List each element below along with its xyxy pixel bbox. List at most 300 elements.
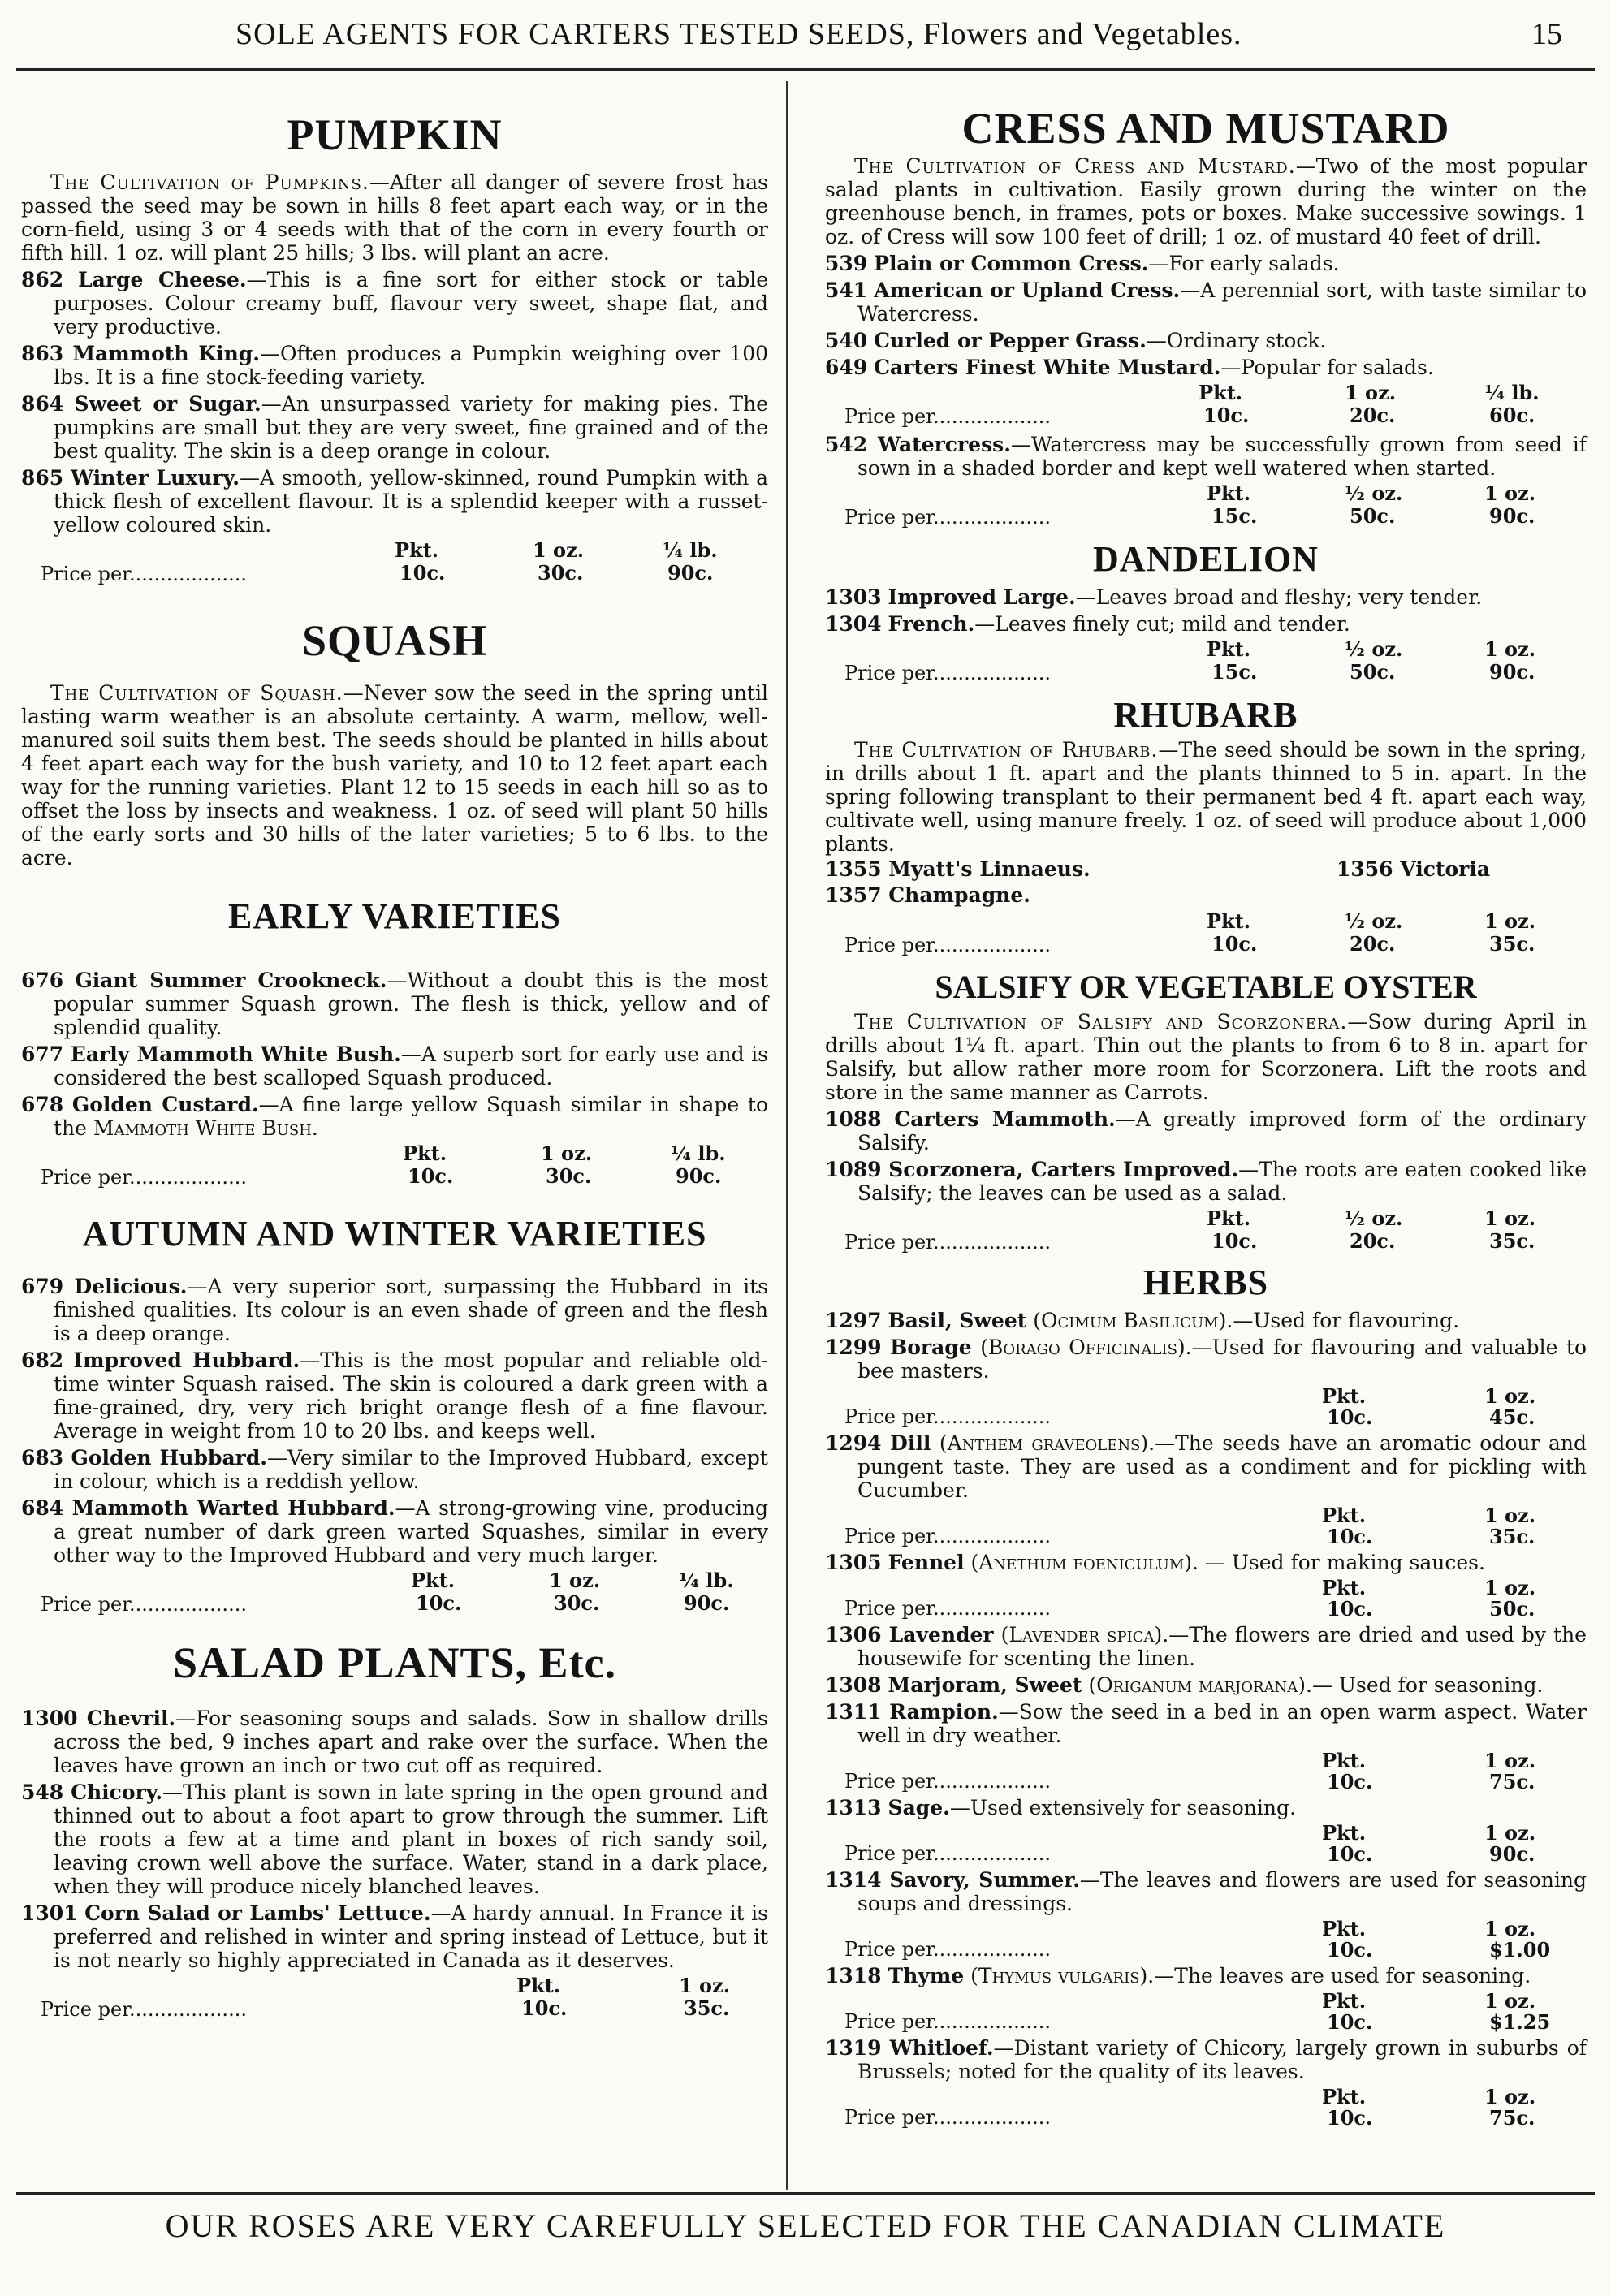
leader-dots: ................... bbox=[129, 1998, 247, 2021]
intro-lead: The Cultivation of Rhubarb. bbox=[854, 738, 1159, 762]
item-code: 677 bbox=[21, 1042, 64, 1066]
section-intro bbox=[825, 738, 1587, 856]
leader-dots: ................... bbox=[933, 1231, 1051, 1254]
item-desc: —A hardy annual. In France it is preferred and relished in winter and spring instead of Lettuce, but it is not nearly so highly appreciated in Canada as it deserves. bbox=[54, 1901, 768, 1972]
item-latin: (Anethum foeniculum). bbox=[970, 1551, 1199, 1574]
per-word: per bbox=[901, 1938, 933, 1961]
item-code: 1304 bbox=[825, 612, 882, 636]
variety-row bbox=[825, 883, 1587, 908]
section-heading: EARLY VARIETIES bbox=[228, 896, 561, 936]
leader-dots: ................... bbox=[129, 563, 247, 585]
item-desc: —For early salads. bbox=[1148, 252, 1340, 275]
price-oz: 35c. bbox=[684, 1996, 730, 2020]
price-oz: $1.25 bbox=[1489, 2010, 1551, 2034]
price-row bbox=[21, 1569, 768, 1617]
item-desc: —Used extensively for seasoning. bbox=[949, 1796, 1296, 1819]
item-name: Savory, Summer. bbox=[889, 1868, 1080, 1892]
price-head-oz: 1 oz. bbox=[1484, 1821, 1536, 1845]
price-pkt: 10c. bbox=[1327, 2106, 1373, 2130]
price-pkt: 15c. bbox=[1211, 504, 1258, 528]
intro-text: —The seed should be sown in the spring, in drills about 1 ft. apart and the plants thinned to 5 in. apart. In the spring following transplant to their permanent bed 4 ft. apart each way, cultivate well, using manure freely. 1 oz. of seed will produce about 1,000 plants. bbox=[825, 738, 1587, 856]
per-word: per bbox=[901, 405, 933, 428]
item-name: Giant Summer Crookneck. bbox=[75, 969, 387, 992]
item-code: 862 bbox=[21, 268, 64, 291]
price-head-pkt: Pkt. bbox=[516, 1974, 561, 1997]
price-pkt: 10c. bbox=[521, 1996, 568, 2020]
intro-text: —Sow during April in drills about 1¼ ft. apart. Thin out the plants to from 6 to 8 in. apart for Salsify, but allow rather more room for Scorzonera. Lift the roots and store in the same manner as Carrots. bbox=[825, 1010, 1587, 1104]
list-item bbox=[21, 466, 768, 537]
item-code: 1308 bbox=[825, 1673, 882, 1697]
price-word: Price bbox=[844, 1405, 896, 1428]
price-head-oz: 1 oz. bbox=[1484, 1917, 1536, 1940]
price-word: Price bbox=[844, 2106, 896, 2129]
price-oz: 90c. bbox=[1489, 504, 1535, 528]
item-code: 863 bbox=[21, 342, 64, 365]
list-item bbox=[825, 433, 1587, 480]
list-item bbox=[825, 356, 1587, 379]
price-head-oz: 1 oz. bbox=[1484, 909, 1536, 933]
list-item bbox=[21, 1496, 768, 1567]
item-name: Basil, Sweet bbox=[888, 1309, 1027, 1332]
item-desc: —Used for flavouring and valuable to bee masters. bbox=[857, 1336, 1587, 1383]
item-desc: —The leaves are used for seasoning. bbox=[1154, 1964, 1531, 1987]
list-item bbox=[825, 1964, 1587, 1987]
price-head-pkt: Pkt. bbox=[1322, 2085, 1367, 2108]
list-item bbox=[21, 392, 768, 463]
section-intro bbox=[825, 154, 1587, 248]
list-item bbox=[21, 268, 768, 339]
item-code: 1300 bbox=[21, 1707, 78, 1730]
price-head-oz: 1 oz. bbox=[1484, 1206, 1536, 1230]
herbs-section bbox=[825, 1255, 1587, 2129]
price-qlb: 90c. bbox=[676, 1164, 722, 1188]
dandelion-section bbox=[825, 530, 1587, 686]
price-row bbox=[825, 1749, 1587, 1793]
price-row bbox=[21, 538, 768, 587]
item-code: 678 bbox=[21, 1093, 64, 1116]
item-desc: —An unsurpassed variety for making pies. The pumpkins are small but they are very sweet, fine grained and of the best quality. The skin is a deep orange in colour. bbox=[54, 392, 768, 463]
price-head-half-oz: ½ oz. bbox=[1345, 481, 1403, 505]
price-head-pkt: Pkt. bbox=[1207, 909, 1251, 933]
price-word: Price bbox=[844, 1231, 896, 1254]
price-word: Price bbox=[41, 563, 92, 585]
price-head-pkt: Pkt. bbox=[1322, 1504, 1367, 1527]
bottom-rule bbox=[16, 2192, 1595, 2195]
price-row bbox=[825, 1206, 1587, 1255]
list-item bbox=[825, 329, 1587, 352]
item-desc: — Used for seasoning. bbox=[1311, 1673, 1544, 1697]
price-head-qlb: ¼ lb. bbox=[679, 1569, 734, 1592]
item-code: 683 bbox=[21, 1446, 64, 1470]
per-word: per bbox=[901, 1597, 933, 1620]
intro-lead: The Cultivation of Salsify and Scorzonera. bbox=[854, 1010, 1348, 1034]
per-word: per bbox=[901, 1842, 933, 1865]
item-name: American or Upland Cress. bbox=[874, 278, 1181, 302]
item-code: 1318 bbox=[825, 1964, 882, 1987]
per-word: per bbox=[901, 506, 933, 529]
item-name: Delicious. bbox=[74, 1275, 188, 1298]
item-desc: —Used for flavouring. bbox=[1233, 1309, 1460, 1332]
early-varieties-section bbox=[21, 870, 768, 1190]
price-label bbox=[844, 1231, 1051, 1254]
item-code: 1319 bbox=[825, 2036, 882, 2060]
item-latin: (Origanum marjorana). bbox=[1088, 1673, 1312, 1697]
price-label bbox=[844, 1842, 1051, 1865]
per-word: per bbox=[97, 1166, 129, 1189]
list-item bbox=[21, 1042, 768, 1090]
item-code: 682 bbox=[21, 1349, 64, 1372]
price-word: Price bbox=[844, 1842, 896, 1865]
price-head-pkt: Pkt. bbox=[1207, 481, 1251, 505]
item-code: 1313 bbox=[825, 1796, 882, 1819]
price-label bbox=[41, 1166, 247, 1189]
cress-mustard-section bbox=[825, 75, 1587, 530]
price-word: Price bbox=[844, 1525, 896, 1547]
price-label bbox=[41, 563, 247, 585]
item-latin: (Anthem graveolens). bbox=[939, 1431, 1155, 1455]
variety-victoria: 1356 Victoria bbox=[1337, 857, 1491, 881]
leader-dots: ................... bbox=[933, 1938, 1051, 1961]
item-desc: —A superb sort for early use and is considered the best scalloped Squash produced. bbox=[54, 1042, 769, 1090]
price-pkt: 10c. bbox=[1327, 1938, 1373, 1962]
per-word: per bbox=[901, 934, 933, 956]
price-row bbox=[825, 1821, 1587, 1865]
price-row bbox=[825, 637, 1587, 686]
item-code: 1088 bbox=[825, 1107, 882, 1131]
leader-dots: ................... bbox=[933, 1405, 1051, 1428]
item-name: Corn Salad or Lambs' Lettuce. bbox=[84, 1901, 431, 1925]
price-head-pkt: Pkt. bbox=[1207, 637, 1251, 661]
item-name: Large Cheese. bbox=[78, 268, 247, 291]
item-latin: (Thymus vulgaris). bbox=[970, 1964, 1155, 1987]
price-head-pkt: Pkt. bbox=[1322, 1576, 1367, 1599]
price-label bbox=[844, 662, 1051, 684]
price-oz: 30c. bbox=[554, 1591, 600, 1615]
per-word: per bbox=[901, 2106, 933, 2129]
intro-lead: The Cultivation of Cress and Mustard. bbox=[854, 154, 1296, 178]
price-pkt: 15c. bbox=[1211, 660, 1258, 684]
item-desc: —Leaves finely cut; mild and tender. bbox=[974, 612, 1350, 636]
item-desc: —This is a fine sort for either stock or table purposes. Colour creamy buff, flavour very sweet, shape flat, and very productive. bbox=[54, 268, 768, 339]
left-column bbox=[21, 75, 768, 2022]
intro-lead: The Cultivation of Pumpkins. bbox=[50, 170, 369, 194]
item-desc: —A very superior sort, surpassing the Hubbard in its finished qualities. Its colour is an even shade of green and the flesh is a deep orange. bbox=[54, 1275, 768, 1345]
price-pkt: 10c. bbox=[1211, 932, 1258, 956]
item-desc: —A smooth, yellow-skinned, round Pumpkin with a thick flesh of excellent flavour. It is a splendid keeper with a russet-yellow coloured skin. bbox=[54, 466, 768, 537]
item-name: Mammoth Warted Hubbard. bbox=[71, 1496, 395, 1520]
item-desc: —The flowers are dried and used by the housewife for scenting the linen. bbox=[857, 1623, 1587, 1670]
item-name: Borage bbox=[890, 1336, 972, 1359]
page-number: 15 bbox=[1531, 17, 1562, 51]
price-head-oz: 1 oz. bbox=[1484, 2085, 1536, 2108]
item-desc: —Ordinary stock. bbox=[1146, 329, 1327, 352]
list-item bbox=[825, 585, 1587, 609]
price-pkt: 10c. bbox=[1327, 1842, 1373, 1866]
list-item bbox=[21, 1901, 768, 1972]
item-desc: —Distant variety of Chicory, largely grown in suburbs of Brussels; noted for the quality of its leaves. bbox=[857, 2036, 1587, 2083]
item-name: Rampion. bbox=[889, 1700, 999, 1724]
price-oz: 35c. bbox=[1489, 932, 1535, 956]
list-item bbox=[825, 612, 1587, 636]
per-word: per bbox=[97, 1593, 129, 1616]
price-label bbox=[844, 506, 1051, 529]
section-heading: SQUASH bbox=[301, 616, 488, 665]
price-oz: 90c. bbox=[1489, 1842, 1535, 1866]
item-name: Thyme bbox=[888, 1964, 965, 1987]
section-heading: AUTUMN AND WINTER VARIETIES bbox=[82, 1214, 707, 1254]
item-desc: —The seeds have an aromatic odour and pungent taste. They are used as a condiment and for pickling with Cucumber. bbox=[857, 1431, 1587, 1502]
item-code: 1301 bbox=[21, 1901, 78, 1925]
price-row bbox=[21, 1974, 768, 2022]
list-item bbox=[825, 278, 1587, 326]
list-item bbox=[825, 2036, 1587, 2083]
item-code: 649 bbox=[825, 356, 868, 379]
item-name: Improved Hubbard. bbox=[73, 1349, 300, 1372]
price-head-pkt: Pkt. bbox=[403, 1142, 447, 1165]
item-name: Sweet or Sugar. bbox=[74, 392, 261, 416]
list-item bbox=[825, 1309, 1587, 1332]
price-qlb: 60c. bbox=[1489, 404, 1535, 427]
price-row bbox=[825, 1504, 1587, 1547]
leader-dots: ................... bbox=[933, 934, 1051, 956]
item-desc: —This plant is sown in late spring in the open ground and thinned out to about a foot apart to grow through the summer. Lift the roots a few at a time and plant in boxes of rich sandy soil, leaving crown well above the surface. Water, stand in a dark place, when they will produce nicely blanched leaves. bbox=[54, 1780, 768, 1898]
list-item bbox=[825, 1673, 1587, 1697]
intro-text: —Never sow the seed in the spring until lasting warm weather is an absolute certainty. A warm, mellow, well-manured soil suits them best. The seeds should be planted in hills about 4 feet apart each way for the bush variety, and 10 to 12 feet apart each way for the running varieties. Plant 12 to 15 seeds in each hill so as to offset the loss by insects and weakness. 1 oz. of seed will plant 50 hills of the early sorts and 30 hills of the later varieties; 5 to 6 lbs. to the acre. bbox=[21, 681, 768, 870]
intro-lead: The Cultivation of Squash. bbox=[50, 681, 343, 705]
price-label bbox=[844, 1525, 1051, 1547]
item-code: 865 bbox=[21, 466, 64, 490]
item-name: Watercress. bbox=[878, 433, 1011, 456]
price-pkt: 10c. bbox=[1327, 1770, 1373, 1793]
page-footer: OUR ROSES ARE VERY CAREFULLY SELECTED FOR THE CANADIAN CLIMATE bbox=[165, 2208, 1446, 2244]
price-head-oz: 1 oz. bbox=[1345, 381, 1397, 404]
price-row bbox=[825, 1917, 1587, 1961]
price-half-oz: 50c. bbox=[1350, 504, 1396, 528]
item-code: 1305 bbox=[825, 1551, 882, 1574]
price-word: Price bbox=[844, 1597, 896, 1620]
item-desc: —Very similar to the Improved Hubbard, except in colour, which is a reddish yellow. bbox=[54, 1446, 768, 1493]
price-pkt: 10c. bbox=[1211, 1229, 1258, 1253]
price-pkt: 10c. bbox=[1327, 1405, 1373, 1429]
price-head-oz: 1 oz. bbox=[1484, 637, 1536, 661]
per-word: per bbox=[97, 563, 129, 585]
item-code: 1311 bbox=[825, 1700, 882, 1724]
intro-text: —After all danger of severe frost has passed the seed may be sown in hills 8 feet apart each way, or in the corn-field, using 3 or 4 seeds with that of the corn in every fourth or fifth hill. 1 oz. will plant 25 hills; 3 lbs. will plant an acre. bbox=[21, 170, 768, 265]
section-intro bbox=[825, 1010, 1587, 1104]
item-code: 1303 bbox=[825, 585, 882, 609]
item-desc: — Used for making sauces. bbox=[1198, 1551, 1485, 1574]
price-word: Price bbox=[844, 405, 896, 428]
variety-myatts: 1355 Myatt's Linnaeus. bbox=[825, 857, 1091, 881]
item-name: Mammoth King. bbox=[72, 342, 260, 365]
price-head-half-oz: ½ oz. bbox=[1345, 637, 1403, 661]
item-desc: —Without a doubt this is the most popular summer Squash grown. The flesh is thick, yellow and of splendid quality. bbox=[54, 969, 768, 1039]
variety-row bbox=[825, 857, 1587, 882]
item-code: 539 bbox=[825, 252, 868, 275]
price-head-oz: 1 oz. bbox=[1484, 1384, 1536, 1408]
price-oz: 50c. bbox=[1489, 1597, 1535, 1621]
price-pkt: 10c. bbox=[1327, 1525, 1373, 1548]
price-head-pkt: Pkt. bbox=[1322, 1989, 1367, 2013]
item-desc: —The roots are eaten cooked like Salsify; the leaves can be used as a salad. bbox=[857, 1158, 1587, 1205]
price-head-pkt: Pkt. bbox=[1207, 1206, 1251, 1230]
list-item bbox=[21, 1093, 768, 1140]
price-word: Price bbox=[41, 1593, 92, 1616]
item-code: 540 bbox=[825, 329, 868, 352]
price-word: Price bbox=[844, 1938, 896, 1961]
top-rule bbox=[16, 68, 1595, 71]
list-item bbox=[825, 1158, 1587, 1205]
item-desc: —A greatly improved form of the ordinary Salsify. bbox=[857, 1107, 1587, 1154]
item-name: Winter Luxury. bbox=[71, 466, 240, 490]
list-item bbox=[825, 252, 1587, 275]
item-name: Dill bbox=[890, 1431, 931, 1455]
section-heading: SALAD PLANTS, Etc. bbox=[172, 1638, 617, 1687]
item-desc: —For seasoning soups and salads. Sow in shallow drills across the bed, 9 inches apart and rake over the surface. When the leaves have grown an inch or two cut off as required. bbox=[54, 1707, 768, 1777]
section-intro bbox=[21, 681, 768, 870]
price-row bbox=[825, 381, 1587, 429]
price-head-pkt: Pkt. bbox=[1322, 1917, 1367, 1940]
item-name: Scorzonera, Carters Improved. bbox=[888, 1158, 1239, 1181]
price-head-pkt: Pkt. bbox=[1322, 1749, 1367, 1772]
price-qlb: 90c. bbox=[667, 561, 714, 585]
item-latin: (Lavender spica). bbox=[1000, 1623, 1169, 1646]
list-item bbox=[21, 1349, 768, 1443]
autumn-winter-section bbox=[21, 1190, 768, 1617]
price-label bbox=[844, 405, 1051, 428]
price-half-oz: 20c. bbox=[1350, 932, 1396, 956]
leader-dots: ................... bbox=[933, 506, 1051, 529]
price-oz: 20c. bbox=[1350, 404, 1396, 427]
column-divider bbox=[786, 81, 788, 2190]
price-head-oz: 1 oz. bbox=[1484, 1576, 1536, 1599]
price-head-qlb: ¼ lb. bbox=[663, 538, 718, 562]
list-item bbox=[825, 1551, 1587, 1574]
price-label bbox=[41, 1998, 247, 2021]
per-word: per bbox=[901, 662, 933, 684]
price-row bbox=[825, 1576, 1587, 1620]
price-label bbox=[844, 934, 1051, 956]
price-word: Price bbox=[41, 1998, 92, 2021]
item-code: 864 bbox=[21, 392, 64, 416]
item-code: 1294 bbox=[825, 1431, 882, 1455]
per-word: per bbox=[901, 2010, 933, 2033]
leader-dots: ................... bbox=[933, 1770, 1051, 1793]
squash-section bbox=[21, 587, 768, 870]
price-pkt: 10c. bbox=[1203, 404, 1250, 427]
list-item bbox=[825, 1700, 1587, 1747]
price-pkt: 10c. bbox=[1327, 2010, 1373, 2034]
price-oz: 35c. bbox=[1489, 1525, 1535, 1548]
item-desc: —A perennial sort, with taste similar to Watercress. bbox=[857, 278, 1587, 326]
right-column bbox=[825, 75, 1587, 2129]
item-name: Carters Finest White Mustard. bbox=[874, 356, 1221, 379]
running-head bbox=[49, 11, 1562, 57]
per-word: per bbox=[901, 1770, 933, 1793]
list-item bbox=[21, 1707, 768, 1777]
leader-dots: ................... bbox=[129, 1166, 247, 1189]
item-code: 548 bbox=[21, 1780, 64, 1804]
intro-text: —Two of the most popular salad plants in cultivation. Easily grown during the winter on the greenhouse bench, in frames, pots or boxes. Make successive sowings. 1 oz. of Cress will sow 100 feet of drill; 1 oz. of mustard 40 feet of drill. bbox=[825, 154, 1587, 248]
price-label bbox=[844, 1597, 1051, 1620]
price-head-pkt: Pkt. bbox=[1199, 381, 1243, 404]
item-name: Sage. bbox=[888, 1796, 950, 1819]
item-code: 542 bbox=[825, 433, 868, 456]
item-name: Improved Large. bbox=[888, 585, 1076, 609]
price-label bbox=[844, 2010, 1051, 2033]
salad-plants-section bbox=[21, 1617, 768, 2022]
item-code: 679 bbox=[21, 1275, 64, 1298]
price-word: Price bbox=[41, 1166, 92, 1189]
price-word: Price bbox=[844, 934, 896, 956]
leader-dots: ................... bbox=[933, 1597, 1051, 1620]
item-name: Curled or Pepper Grass. bbox=[874, 329, 1147, 352]
price-head-half-oz: ½ oz. bbox=[1345, 1206, 1403, 1230]
price-oz: 30c. bbox=[546, 1164, 592, 1188]
price-row bbox=[825, 481, 1587, 530]
price-word: Price bbox=[844, 1770, 896, 1793]
price-head-oz: 1 oz. bbox=[1484, 1989, 1536, 2013]
item-name: Chevril. bbox=[86, 1707, 176, 1730]
price-oz: 45c. bbox=[1489, 1405, 1535, 1429]
item-name: Fennel bbox=[888, 1551, 965, 1574]
price-row bbox=[825, 1384, 1587, 1428]
item-latin: (Ocimum Basilicum). bbox=[1033, 1309, 1233, 1332]
price-oz: 75c. bbox=[1489, 1770, 1535, 1793]
price-oz: 30c. bbox=[538, 561, 584, 585]
leader-dots: ................... bbox=[933, 662, 1051, 684]
item-name: Carters Mammoth. bbox=[894, 1107, 1116, 1131]
leader-dots: ................... bbox=[933, 405, 1051, 428]
section-heading: SALSIFY OR VEGETABLE OYSTER bbox=[935, 969, 1477, 1005]
item-code: 1297 bbox=[825, 1309, 882, 1332]
item-name: Plain or Common Cress. bbox=[874, 252, 1149, 275]
item-code: 676 bbox=[21, 969, 64, 992]
price-head-pkt: Pkt. bbox=[395, 538, 439, 562]
item-desc: —Leaves broad and fleshy; very tender. bbox=[1075, 585, 1483, 609]
list-item bbox=[825, 1336, 1587, 1383]
leader-dots: ................... bbox=[933, 2010, 1051, 2033]
item-name: Marjoram, Sweet bbox=[888, 1673, 1082, 1697]
price-label bbox=[844, 1405, 1051, 1428]
item-desc: —This is the most popular and reliable old-time winter Squash raised. The skin is coloured a dark green with a fine-grained, dry, very rich bright orange flesh of a fine flavour. Average in weight from 10 to 20 lbs. and keeps well. bbox=[54, 1349, 768, 1443]
price-pkt: 10c. bbox=[1327, 1597, 1373, 1621]
section-heading: DANDELION bbox=[1093, 539, 1319, 579]
item-code: 1314 bbox=[825, 1868, 882, 1892]
pumpkin-section bbox=[21, 75, 768, 587]
price-pkt: 10c. bbox=[400, 561, 446, 585]
item-desc: —Often produces a Pumpkin weighing over 100 lbs. It is a fine stock-feeding variety. bbox=[54, 342, 769, 389]
price-row bbox=[21, 1142, 768, 1190]
list-item bbox=[825, 1107, 1587, 1154]
price-half-oz: 20c. bbox=[1350, 1229, 1396, 1253]
rhubarb-section bbox=[825, 686, 1587, 958]
price-head-qlb: ¼ lb. bbox=[1484, 381, 1540, 404]
item-name: French. bbox=[888, 612, 975, 636]
variety-champagne: 1357 Champagne. bbox=[825, 883, 1030, 907]
item-code: 1299 bbox=[825, 1336, 882, 1359]
section-intro bbox=[21, 170, 768, 265]
item-desc: —A strong-growing vine, producing a great number of dark green warted Squashes, similar in every other way to the Improved Hubbard and very much larger. bbox=[54, 1496, 768, 1567]
price-label bbox=[844, 1938, 1051, 1961]
price-head-oz: 1 oz. bbox=[549, 1569, 601, 1592]
list-item bbox=[21, 1780, 768, 1898]
header-title: SOLE AGENTS FOR CARTERS TESTED SEEDS, Flowers and Vegetables. bbox=[235, 17, 1242, 51]
item-name: Lavender bbox=[888, 1623, 994, 1646]
price-row bbox=[825, 1989, 1587, 2033]
item-code: 541 bbox=[825, 278, 868, 302]
price-word: Price bbox=[844, 662, 896, 684]
